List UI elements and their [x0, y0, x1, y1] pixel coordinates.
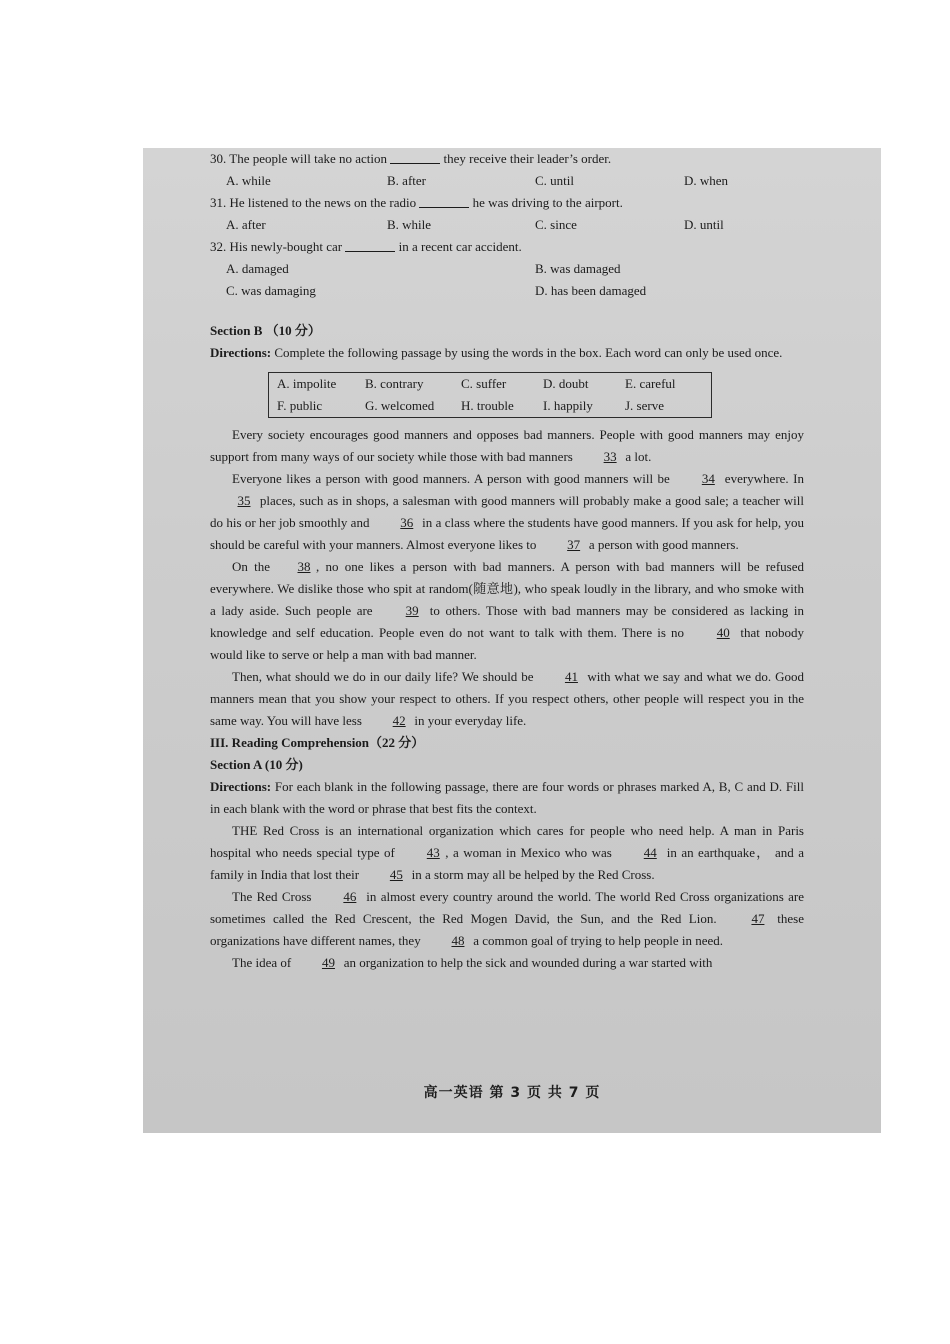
section-a-passage	[210, 820, 804, 974]
word-option: A. impolite	[277, 376, 337, 391]
passage-text: in a storm may all be helped by the Red Cross.	[408, 867, 655, 882]
blank-number: 34	[701, 471, 715, 486]
passage-text: in your everyday life.	[411, 713, 527, 728]
blank-number: 39	[405, 603, 419, 618]
question-30-stem: 30. The people will take no action they receive their leader’s order.	[210, 151, 612, 166]
passage-text: , no one likes a person with bad manners. A person with bad manners will be refused everywhere. We dislike those who spit at random(随意地), who speak loudly in the library, and who smoke with a lady aside. Such people are	[210, 559, 804, 618]
word-option: G. welcomed	[365, 398, 435, 413]
word-option: J. serve	[625, 398, 664, 413]
option-c: C. was damaging	[226, 283, 316, 298]
passage-paragraph	[210, 556, 804, 666]
option-a: A. while	[226, 173, 271, 188]
passage-text: in a class where the students have good manners. If you ask for help, you should be careful with your manners. Almost everyone likes to	[210, 515, 804, 552]
word-option: B. contrary	[365, 376, 424, 391]
passage-text: Then, what should we do in our daily life? We should be	[232, 669, 538, 684]
passage-text: everywhere. In	[720, 471, 804, 486]
blank-number: 36	[400, 515, 414, 530]
passage-text: Everyone likes a person with good manners. A person with good manners will be	[232, 471, 675, 486]
passage-text: The idea of	[232, 955, 295, 970]
option-a: A. damaged	[226, 261, 289, 276]
passage-text: THE Red Cross is an international organization which cares for people who need help. A man in Paris hospital who needs special type of	[210, 823, 804, 860]
page-footer: 高一英语 第 3 页 共 7 页	[423, 1085, 601, 1101]
passage-paragraph	[210, 666, 804, 732]
blank-number: 33	[603, 449, 617, 464]
section-b-heading: Section B （10 分）	[210, 323, 321, 338]
option-a: A. after	[226, 217, 266, 232]
blank-line	[419, 194, 469, 208]
question-31-stem: 31. He listened to the news on the radio he was driving to the airport.	[210, 195, 623, 210]
word-option: E. careful	[625, 376, 676, 391]
exam-page	[143, 148, 881, 1133]
option-b: B. after	[387, 173, 426, 188]
option-c: C. since	[535, 217, 577, 232]
passage-text: in almost every country around the world. The world Red Cross organizations are sometimes called the Red Crescent, the Red Mogen David, the Sun, and the Red Lion.	[210, 889, 804, 926]
blank-number: 44	[643, 845, 657, 860]
blank-number: 41	[564, 669, 578, 684]
word-option: D. doubt	[543, 376, 589, 391]
blank-number: 37	[567, 537, 581, 552]
section-b-directions: Directions: Complete the following passage by using the words in the box. Each word can only be used once.	[210, 345, 783, 360]
section-a-directions: Directions: For each blank in the following passage, there are four words or phrases marked A, B, C and D. Fill in each blank with the word or phrase that best fits the context.	[210, 779, 804, 816]
passage-text: places, such as in shops, a salesman with good manners will probably make a good sale; a teacher will do his or her job smoothly and	[210, 493, 804, 530]
blank-number: 40	[716, 625, 730, 640]
word-option: C. suffer	[461, 376, 507, 391]
passage-paragraph	[210, 952, 804, 974]
passage-paragraph	[210, 424, 804, 468]
question-30-options	[210, 170, 804, 192]
passage-text: a lot.	[622, 449, 652, 464]
option-d: D. until	[684, 217, 724, 232]
passage-text: a person with good manners.	[585, 537, 739, 552]
word-option: F. public	[277, 398, 323, 413]
passage-text: an organization to help the sick and wounded during a war started with	[340, 955, 713, 970]
blank-number: 48	[451, 933, 465, 948]
passage-text: in an earthquake， and a family in India that lost their	[210, 845, 804, 882]
passage-text: these organizations have different names, they	[210, 911, 805, 948]
blank-number: 38	[297, 559, 311, 574]
passage-text: The Red Cross	[232, 889, 316, 904]
passage-paragraph	[210, 468, 804, 556]
blank-number: 49	[321, 955, 335, 970]
option-d: D. when	[684, 173, 729, 188]
blank-number: 45	[389, 867, 403, 882]
section-a-heading: Section A (10 分)	[210, 757, 303, 772]
blank-number: 42	[392, 713, 406, 728]
passage-text: On the	[232, 559, 270, 574]
option-b: B. was damaged	[535, 261, 621, 276]
passage-text: , a woman in Mexico who was	[445, 845, 617, 860]
blank-number: 43	[426, 845, 440, 860]
blank-number: 47	[751, 911, 765, 926]
word-option: H. trouble	[461, 398, 514, 413]
word-box	[268, 372, 712, 418]
passage-text: a common goal of trying to help people in need.	[469, 933, 724, 948]
blank-line	[390, 150, 440, 164]
passage-text: that nobody would like to serve or help a man with bad manner.	[210, 625, 805, 662]
question-32-options-row2	[210, 280, 804, 302]
blank-line	[345, 238, 395, 252]
passage-text: with what we say and what we do. Good manners mean that you show your respect to others. If you respect others, other people will respect you in the same way. You will have less	[210, 669, 804, 728]
passage-text: Every society encourages good manners and opposes bad manners. People with good manners may enjoy support from many ways of our society while those with bad manners	[210, 427, 804, 464]
section-iii-heading: III. Reading Comprehension（22 分）	[210, 735, 425, 750]
option-c: C. until	[535, 173, 575, 188]
question-31-options	[210, 214, 804, 236]
section-b-passage	[210, 424, 804, 732]
page-content	[210, 148, 804, 974]
passage-paragraph	[210, 820, 804, 886]
blank-number: 46	[343, 889, 357, 904]
blank-number: 35	[237, 493, 251, 508]
question-32-stem: 32. His newly-bought car in a recent car accident.	[210, 239, 522, 254]
option-d: D. has been damaged	[535, 283, 647, 298]
question-32-options-row1	[210, 258, 804, 280]
option-b: B. while	[387, 217, 432, 232]
word-option: I. happily	[543, 398, 593, 413]
passage-paragraph	[210, 886, 804, 952]
passage-text: to others. Those with bad manners may be considered as lacking in knowledge and self education. People even do not want to talk with them. There is no	[210, 603, 804, 640]
